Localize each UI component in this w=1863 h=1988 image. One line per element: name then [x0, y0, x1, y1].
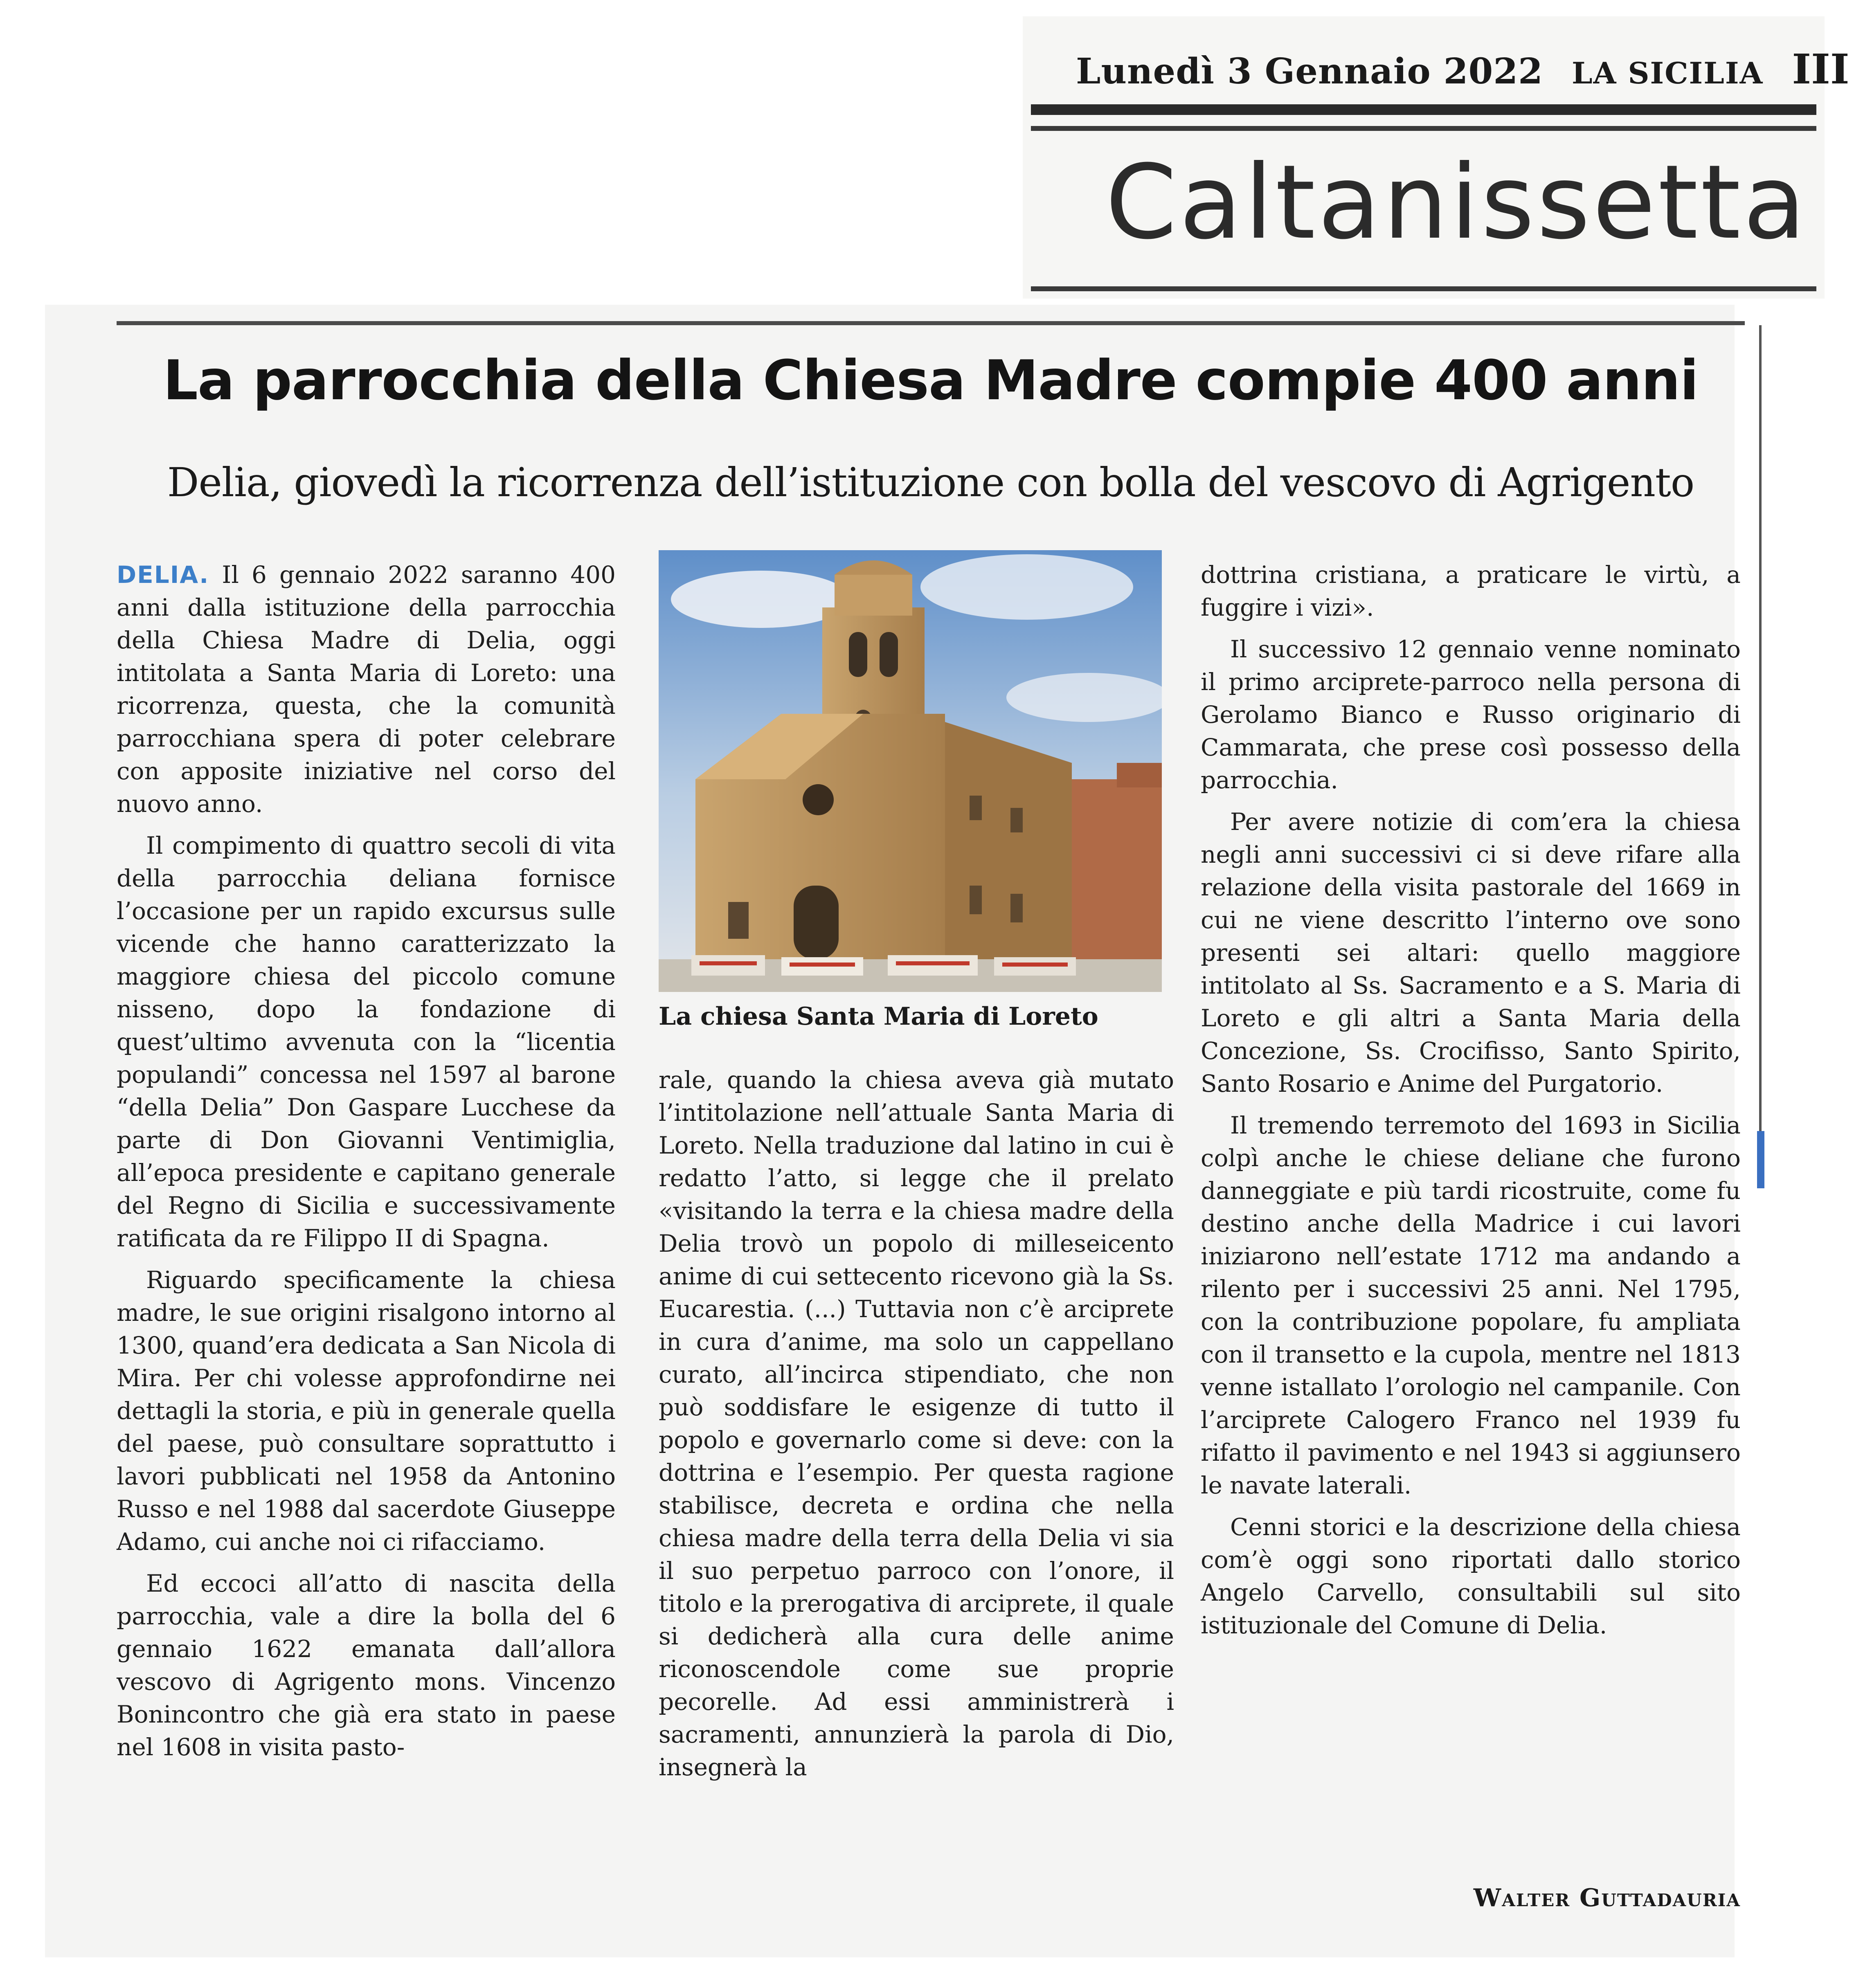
margin-mark: [1757, 1131, 1764, 1188]
page-number: III: [1792, 45, 1850, 93]
column-side-rule: [1759, 325, 1762, 1135]
paragraph: Per avere notizie di com’era la chiesa negli anni successivi ci si deve rifare alla relazione della visita pastorale del 1669 in cui ne viene descritto l’interno ove sono presenti sei altari: quello maggiore intitolato al Ss. Sacramento e a S. Maria di Loreto e gli altri a Santa Maria della Concezione, Ss. Crocifisso, Santo Spirito, Santo Rosario e Anime del Purgatorio.: [1201, 808, 1741, 1097]
paragraph: Il tremendo terremoto del 1693 in Sicilia colpì anche le chiese deliane che furono danneggiate e più tardi ricostruite, come fu destino anche della Madrice i cui lavori iniziarono nell’estate 1712 ma andando a rilento per i successivi 25 anni. Nel 1795, con la contribuzione popolare, fu ampliata con il transetto e la cupola, mentre nel 1813 venne istallato l’orologio nel campanile. Con l’arciprete Calogero Franco nel 1939 fu rifatto il pavimento e nel 1943 si aggiunsero le navate laterali.: [1201, 1111, 1741, 1499]
paragraph: Riguardo specificamente la chiesa madre, le sue origini risalgono intorno al 1300, quand’era dedicata a San Nicola di Mira. Per chi volesse approfondirne nei dettagli la storia, e più in generale quella del paese, può consultare soprattutto i lavori pubblicati nel 1958 da Antonino Russo e nel 1988 dal sacerdote Giuseppe Adamo, cui anche noi ci rifacciamo.: [117, 1266, 616, 1556]
article-top-rule: [117, 321, 1745, 325]
paragraph: DELIA. Il 6 gennaio 2022 saranno 400 anni dalla istituzione della parrocchia della Chiesa Madre di Delia, oggi intitolata a Santa Maria di Loreto: una ricorrenza, questa, che la comunità parrocchiana spera di poter celebrare con apposite iniziative nel corso del nuovo anno.: [117, 561, 616, 818]
paragraph: Il compimento di quattro secoli di vita della parrocchia deliana fornisce l’occasione per un rapido excursus sulle vicende che hanno caratterizzato la maggiore chiesa del piccolo comune nisseno, dopo la fondazione di quest’ultimo avvenuta con la “licentia populandi” concessa nel 1597 al barone “della Delia” Don Gaspare Lucchese da parte di Don Giovanni Ventimiglia, all’epoca presidente e capitano generale del Regno di Sicilia e successivamente ratificata da re Filippo II di Spagna.: [117, 832, 616, 1252]
church-photo: [659, 550, 1162, 992]
headline: La parrocchia della Chiesa Madre compie 400 anni: [163, 349, 1699, 412]
photo-caption: La chiesa Santa Maria di Loreto: [659, 1002, 1098, 1031]
header-rule: [1031, 286, 1816, 291]
dateline-bar: [1076, 45, 1850, 93]
paragraph: dottrina cristiana, a praticare le virtù, a fuggire i vizi».: [1201, 561, 1741, 621]
paragraph: rale, quando la chiesa aveva già mutato l’intitolazione nell’attuale Santa Maria di Loreto. Nella traduzione dal latino in cui è redatto l’atto, si legge che il prelato «visitando la terra e la chiesa madre della Delia trovò un popolo di milleseicento anime di cui settecento ricevono già la Ss. Eucarestia. (...) Tuttavia non c’è arciprete in cura d’anime, ma solo un cappellano curato, all’incirca stipendiato, che non può soddisfare le esigenze di tutto il popolo e governarlo come si deve: con la dottrina e l’esempio. Per questa ragione stabilisce, decreta e ordina che nella chiesa madre della terra della Delia vi sia il suo perpetuo parroco con l’onore, il titolo e la prerogativa di arciprete, il quale si dedicherà alla cura delle anime riconoscendole come sue proprie pecorelle. Ad essi amministrerà i sacramenti, annunzierà la parola di Dio, insegnerà la: [659, 1066, 1174, 1781]
subheadline: Delia, giovedì la ricorrenza dell’istituzione con bolla del vescovo di Agrigento: [167, 459, 1694, 506]
paragraph: Cenni storici e la descrizione della chiesa com’è oggi sono riportati dallo storico Angelo Carvello, consultabili sul sito istituzionale del Comune di Delia.: [1201, 1513, 1741, 1639]
byline: Walter Guttadauria: [1473, 1884, 1741, 1912]
article-clipping: [45, 305, 1741, 1957]
header-rule: [1031, 104, 1816, 115]
article-column-1: [117, 558, 616, 1772]
header-clipping: [1023, 16, 1850, 299]
paragraph: Il successivo 12 gennaio venne nominato il primo arciprete-parroco nella persona di Gerolamo Bianco e Russo originario di Cammarata, che prese così possesso della parrocchia.: [1201, 635, 1741, 794]
issue-date: Lunedì 3 Gennaio 2022: [1076, 51, 1544, 92]
section-title: Caltanissetta: [1105, 143, 1808, 262]
paragraph: Ed eccoci all’atto di nascita della parrocchia, vale a dire la bolla del 6 gennaio 1622 emanata dall’allora vescovo di Agrigento mons. Vincenzo Bonincontro che già era stato in paese nel 1608 in visita pasto-: [117, 1570, 616, 1761]
article-column-2: [659, 1064, 1174, 1792]
article-column-3: [1201, 558, 1741, 1651]
dateline-word: DELIA.: [117, 561, 209, 589]
newspaper-name: LA SICILIA: [1571, 56, 1764, 90]
header-rule: [1031, 126, 1816, 131]
